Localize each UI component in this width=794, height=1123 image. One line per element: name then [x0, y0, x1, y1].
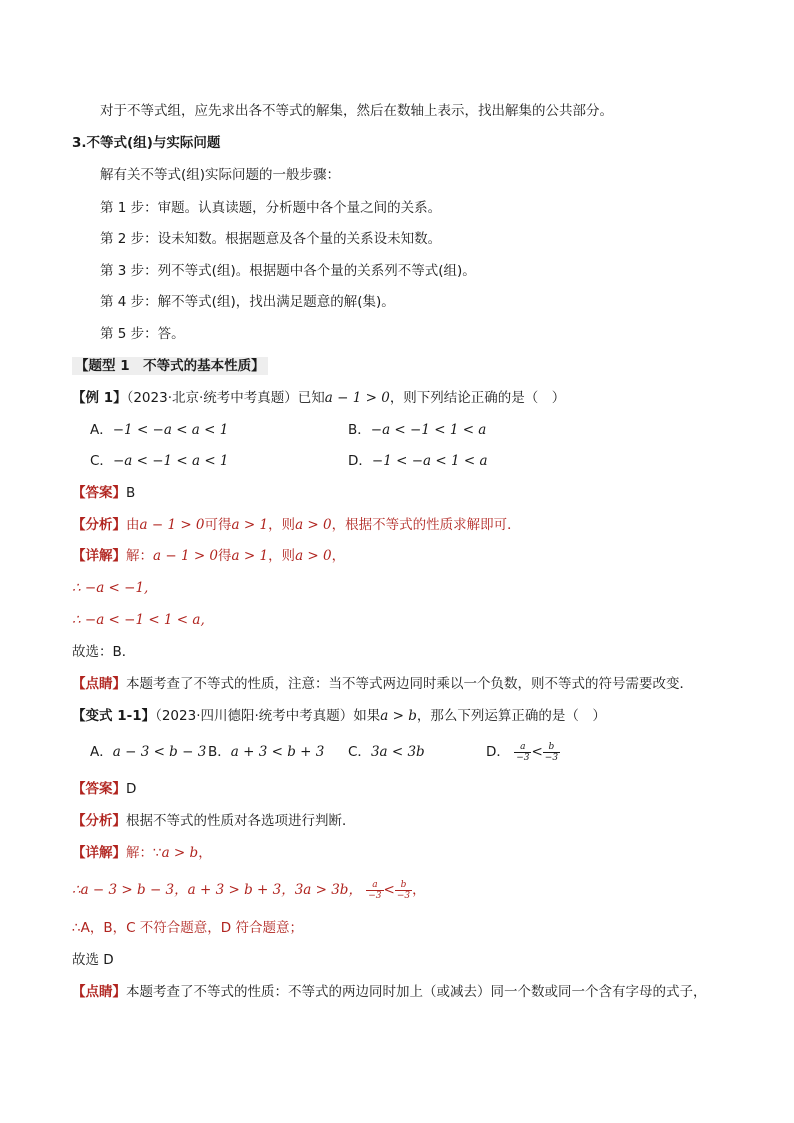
example-option-c: [90, 451, 229, 471]
variant-condition: a > b: [380, 708, 417, 724]
example-condition: a − 1 > 0: [324, 390, 390, 406]
note-text: 本题考查了不等式的性质，注意：当不等式两边同时乘以一个负数，则不等式的符号需要改变．: [126, 676, 693, 692]
variant-option-b-text: a + 3 < b + 3: [230, 744, 325, 760]
variant-option-d-label: D．: [486, 744, 510, 760]
step-5: 第 5 步：答。: [100, 326, 185, 342]
variant-detail-post: ，: [198, 845, 212, 861]
variant-detail-math: a > b: [161, 845, 199, 861]
option-a-text: −1 < −a < a < 1: [112, 422, 229, 438]
detail-pre: 解：: [126, 548, 153, 564]
step-3: 第 3 步：列不等式(组)。根据题中各个量的关系列不等式(组)。: [100, 263, 476, 279]
detail-fraction-b: $\frac{b}{-3}$: [396, 879, 411, 901]
steps-intro: 解有关不等式(组)实际问题的一般步骤：: [100, 167, 341, 183]
variant-answer: [72, 779, 136, 799]
variant-note: [72, 982, 707, 1002]
example-1-stem: [72, 388, 565, 408]
example-analysis: [72, 515, 521, 535]
analysis-pre: 由: [126, 517, 140, 533]
variant-choose: 故选 D: [72, 952, 114, 968]
detail-label: 【详解】: [72, 548, 126, 564]
variant-option-a-text: a − 3 < b − 3: [112, 744, 207, 760]
fraction-b-over-neg3: $\frac{b}{-3}$: [544, 741, 559, 763]
variant-option-c: [348, 742, 425, 762]
analysis-math-1: a − 1 > 0: [139, 517, 205, 533]
example-answer: [72, 483, 135, 503]
option-a-label: A．: [90, 422, 113, 438]
fraction-a-over-neg3: $\frac{a}{-3}$: [516, 741, 530, 763]
step-4: 第 4 步：解不等式(组)，找出满足题意的解(集)。: [100, 294, 395, 310]
example-detail: [72, 546, 345, 566]
analysis-label: 【分析】: [72, 517, 126, 533]
analysis-math-3: a > 0: [295, 517, 332, 533]
variant-option-d: [486, 740, 560, 764]
variant-detail-label: 【详解】: [72, 845, 126, 861]
variant-source: （2023·四川德阳·统考中考真题）如果: [155, 708, 381, 724]
detail-post: ，: [331, 548, 346, 564]
step-2: 第 2 步：设未知数。根据题意及各个量的关系设未知数。: [100, 231, 442, 247]
option-d-text: −1 < −a < 1 < a: [371, 453, 488, 469]
variant-option-a-label: A．: [90, 744, 113, 760]
option-b-label: B．: [348, 422, 371, 438]
option-c-text: −a < −1 < a < 1: [112, 453, 229, 469]
variant-option-a: [90, 742, 206, 762]
variant-analysis: [72, 811, 356, 831]
variant-label: 【变式 1-1】: [72, 708, 156, 724]
option-b-text: −a < −1 < 1 < a: [370, 422, 487, 438]
answer-label: 【答案】: [72, 485, 126, 501]
note-label: 【点睛】: [72, 676, 126, 692]
example-choose: 故选：B．: [72, 644, 136, 660]
detail-fraction-less-than: <: [383, 882, 395, 898]
section-heading: 3.不等式(组)与实际问题: [72, 135, 221, 151]
variant-detail-pre: 解：∵: [126, 845, 162, 861]
variant-option-c-text: 3a < 3b: [370, 744, 425, 760]
example-option-a: [90, 420, 228, 440]
detail-math-3: a > 0: [295, 548, 332, 564]
intro-line: 对于不等式组，应先求出各不等式的解集，然后在数轴上表示，找出解集的公共部分。: [100, 103, 613, 119]
analysis-post: ，根据不等式的性质求解即可．: [331, 517, 521, 533]
example-option-b: [348, 420, 486, 440]
variant-answer-value: D: [126, 781, 137, 797]
variant-option-c-label: C．: [348, 744, 371, 760]
answer-value: B: [126, 485, 136, 501]
variant-analysis-text: 根据不等式的性质对各选项进行判断．: [126, 813, 356, 829]
variant-note-text: 本题考查了不等式的性质：不等式的两边同时加上（或减去）同一个数或同一个含有字母的式子，: [126, 984, 707, 1000]
variant-answer-label: 【答案】: [72, 781, 126, 797]
variant-note-label: 【点睛】: [72, 984, 126, 1000]
variant-detail-line-2-tail: ，: [412, 882, 426, 898]
option-d-label: D．: [348, 453, 372, 469]
variant-option-b: [208, 742, 324, 762]
detail-fraction-a: $\frac{a}{-3}$: [368, 879, 382, 901]
detail-mid-1: 得: [218, 548, 232, 564]
example-source: （2023·北京·统考中考真题）已知: [126, 390, 325, 406]
variant-detail-line-2-text: ∴a − 3 > b − 3，a + 3 > b + 3，3a > 3b，: [72, 882, 362, 898]
example-detail-line-3: ∴ −a < −1 < 1 < a,: [72, 612, 205, 628]
example-stem-tail: ，则下列结论正确的是（ ）: [389, 390, 566, 406]
analysis-mid-1: 可得: [204, 517, 232, 533]
topic-heading-text: 【题型 1 不等式的基本性质】: [72, 357, 268, 375]
variant-detail: [72, 843, 212, 863]
fraction-less-than: <: [531, 744, 543, 760]
variant-option-b-label: B．: [208, 744, 231, 760]
example-detail-line-2: ∴ −a < −1,: [72, 580, 149, 596]
analysis-mid-2: ，则: [268, 517, 296, 533]
example-label: 【例 1】: [72, 390, 127, 406]
variant-detail-line-3: ∴A，B，C 不符合题意，D 符合题意；: [72, 920, 303, 936]
step-1: 第 1 步：审题。认真读题，分析题中各个量之间的关系。: [100, 200, 442, 216]
variant-1-1-stem: [72, 706, 606, 726]
variant-stem-tail: ，那么下列运算正确的是（ ）: [416, 708, 606, 724]
variant-analysis-label: 【分析】: [72, 813, 126, 829]
variant-detail-line-2: [72, 878, 426, 902]
analysis-math-2: a > 1: [231, 517, 269, 533]
detail-math-1: a − 1 > 0: [153, 548, 219, 564]
topic-heading: [72, 356, 268, 376]
option-c-label: C．: [90, 453, 113, 469]
detail-math-2: a > 1: [231, 548, 269, 564]
example-option-d: [348, 451, 488, 471]
example-note: [72, 674, 693, 694]
detail-mid-2: ，则: [268, 548, 296, 564]
